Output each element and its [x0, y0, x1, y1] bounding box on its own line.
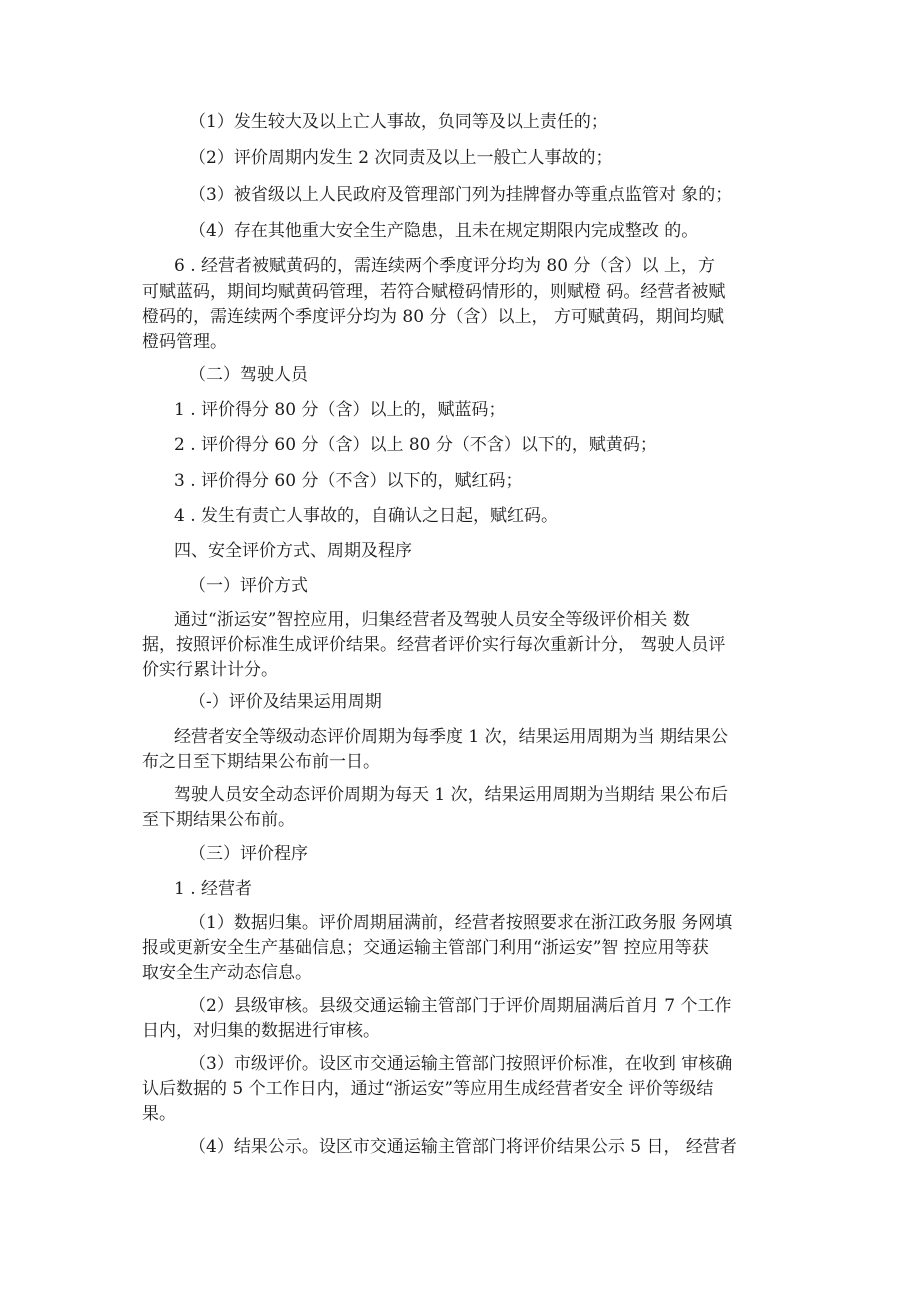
- section-heading: （-）评价及结果运用周期: [189, 692, 382, 712]
- text-line: 2 . 评价得分 60 分（含）以上 80 分（不含）以下的，赋黄码；: [174, 435, 657, 455]
- text-line: 1 . 评价得分 80 分（含）以上的，赋蓝码；: [174, 400, 506, 420]
- text-line: （3）市级评价。设区市交通运输主管部门按照评价标准，在收到 审核确: [189, 1054, 733, 1074]
- text-line: （4）结果公示。设区市交通运输主管部门将评价结果公示 5 日， 经营者: [189, 1137, 737, 1157]
- text-line: 通过“浙运安”智控应用，归集经营者及驾驶人员安全等级评价相关 数: [174, 610, 690, 630]
- text-line: 橙码管理。: [142, 332, 227, 352]
- text-line: 3 . 评价得分 60 分（不含）以下的，赋红码；: [174, 471, 523, 491]
- section-heading: 1 . 经营者: [174, 879, 253, 899]
- text-line: 价实行累计计分。: [142, 660, 278, 680]
- text-line: （1）发生较大及以上亡人事故，负同等及以上责任的；: [189, 112, 608, 132]
- text-line: 报或更新安全生产基础信息；交通运输主管部门利用“浙运安”智 控应用等获: [142, 938, 709, 958]
- text-line: 经营者安全等级动态评价周期为每季度 1 次，结果运用周期为当 期结果公: [174, 727, 729, 747]
- text-line: 认后数据的 5 个工作日内，通过“浙运安”等应用生成经营者安全 评价等级结: [142, 1079, 714, 1099]
- text-line: 果。: [142, 1104, 176, 1124]
- text-line: 至下期结果公布前。: [142, 810, 295, 830]
- text-line: 6 . 经营者被赋黄码的，需连续两个季度评分均为 80 分（含）以 上，方: [174, 256, 715, 276]
- text-line: 取安全生产动态信息。: [142, 963, 312, 983]
- section-heading: （一）评价方式: [189, 576, 308, 596]
- text-line: 4 . 发生有责亡人事故的，自确认之日起，赋红码。: [174, 506, 559, 526]
- text-line: 可赋蓝码，期间均赋黄码管理，若符合赋橙码情形的，则赋橙 码。经营者被赋: [142, 282, 726, 302]
- text-line: （2）县级审核。县级交通运输主管部门于评价周期届满后首月 7 个工作: [189, 996, 732, 1016]
- text-line: （3）被省级以上人民政府及管理部门列为挂牌督办等重点监管对 象的；: [189, 185, 733, 205]
- section-heading: （二）驾驶人员: [189, 365, 308, 385]
- text-line: 日内，对归集的数据进行审核。: [142, 1021, 380, 1041]
- text-line: （2）评价周期内发生 2 次同责及以上一般亡人事故的；: [189, 148, 613, 168]
- section-heading: 四、安全评价方式、周期及程序: [174, 541, 412, 561]
- text-line: 驾驶人员安全动态评价周期为每天 1 次，结果运用周期为当期结 果公布后: [174, 785, 729, 805]
- text-line: （4）存在其他重大安全生产隐患，且未在规定期限内完成整改 的。: [189, 221, 699, 241]
- section-heading: （三）评价程序: [189, 844, 308, 864]
- text-line: 据，按照评价标准生成评价结果。经营者评价实行每次重新计分， 驾驶人员评: [142, 635, 726, 655]
- text-line: 布之日至下期结果公布前一日。: [142, 752, 380, 772]
- text-line: 橙码的，需连续两个季度评分均为 80 分（含）以上， 方可赋黄码，期间均赋: [142, 307, 724, 327]
- text-line: （1）数据归集。评价周期届满前，经营者按照要求在浙江政务服 务网填: [189, 913, 733, 933]
